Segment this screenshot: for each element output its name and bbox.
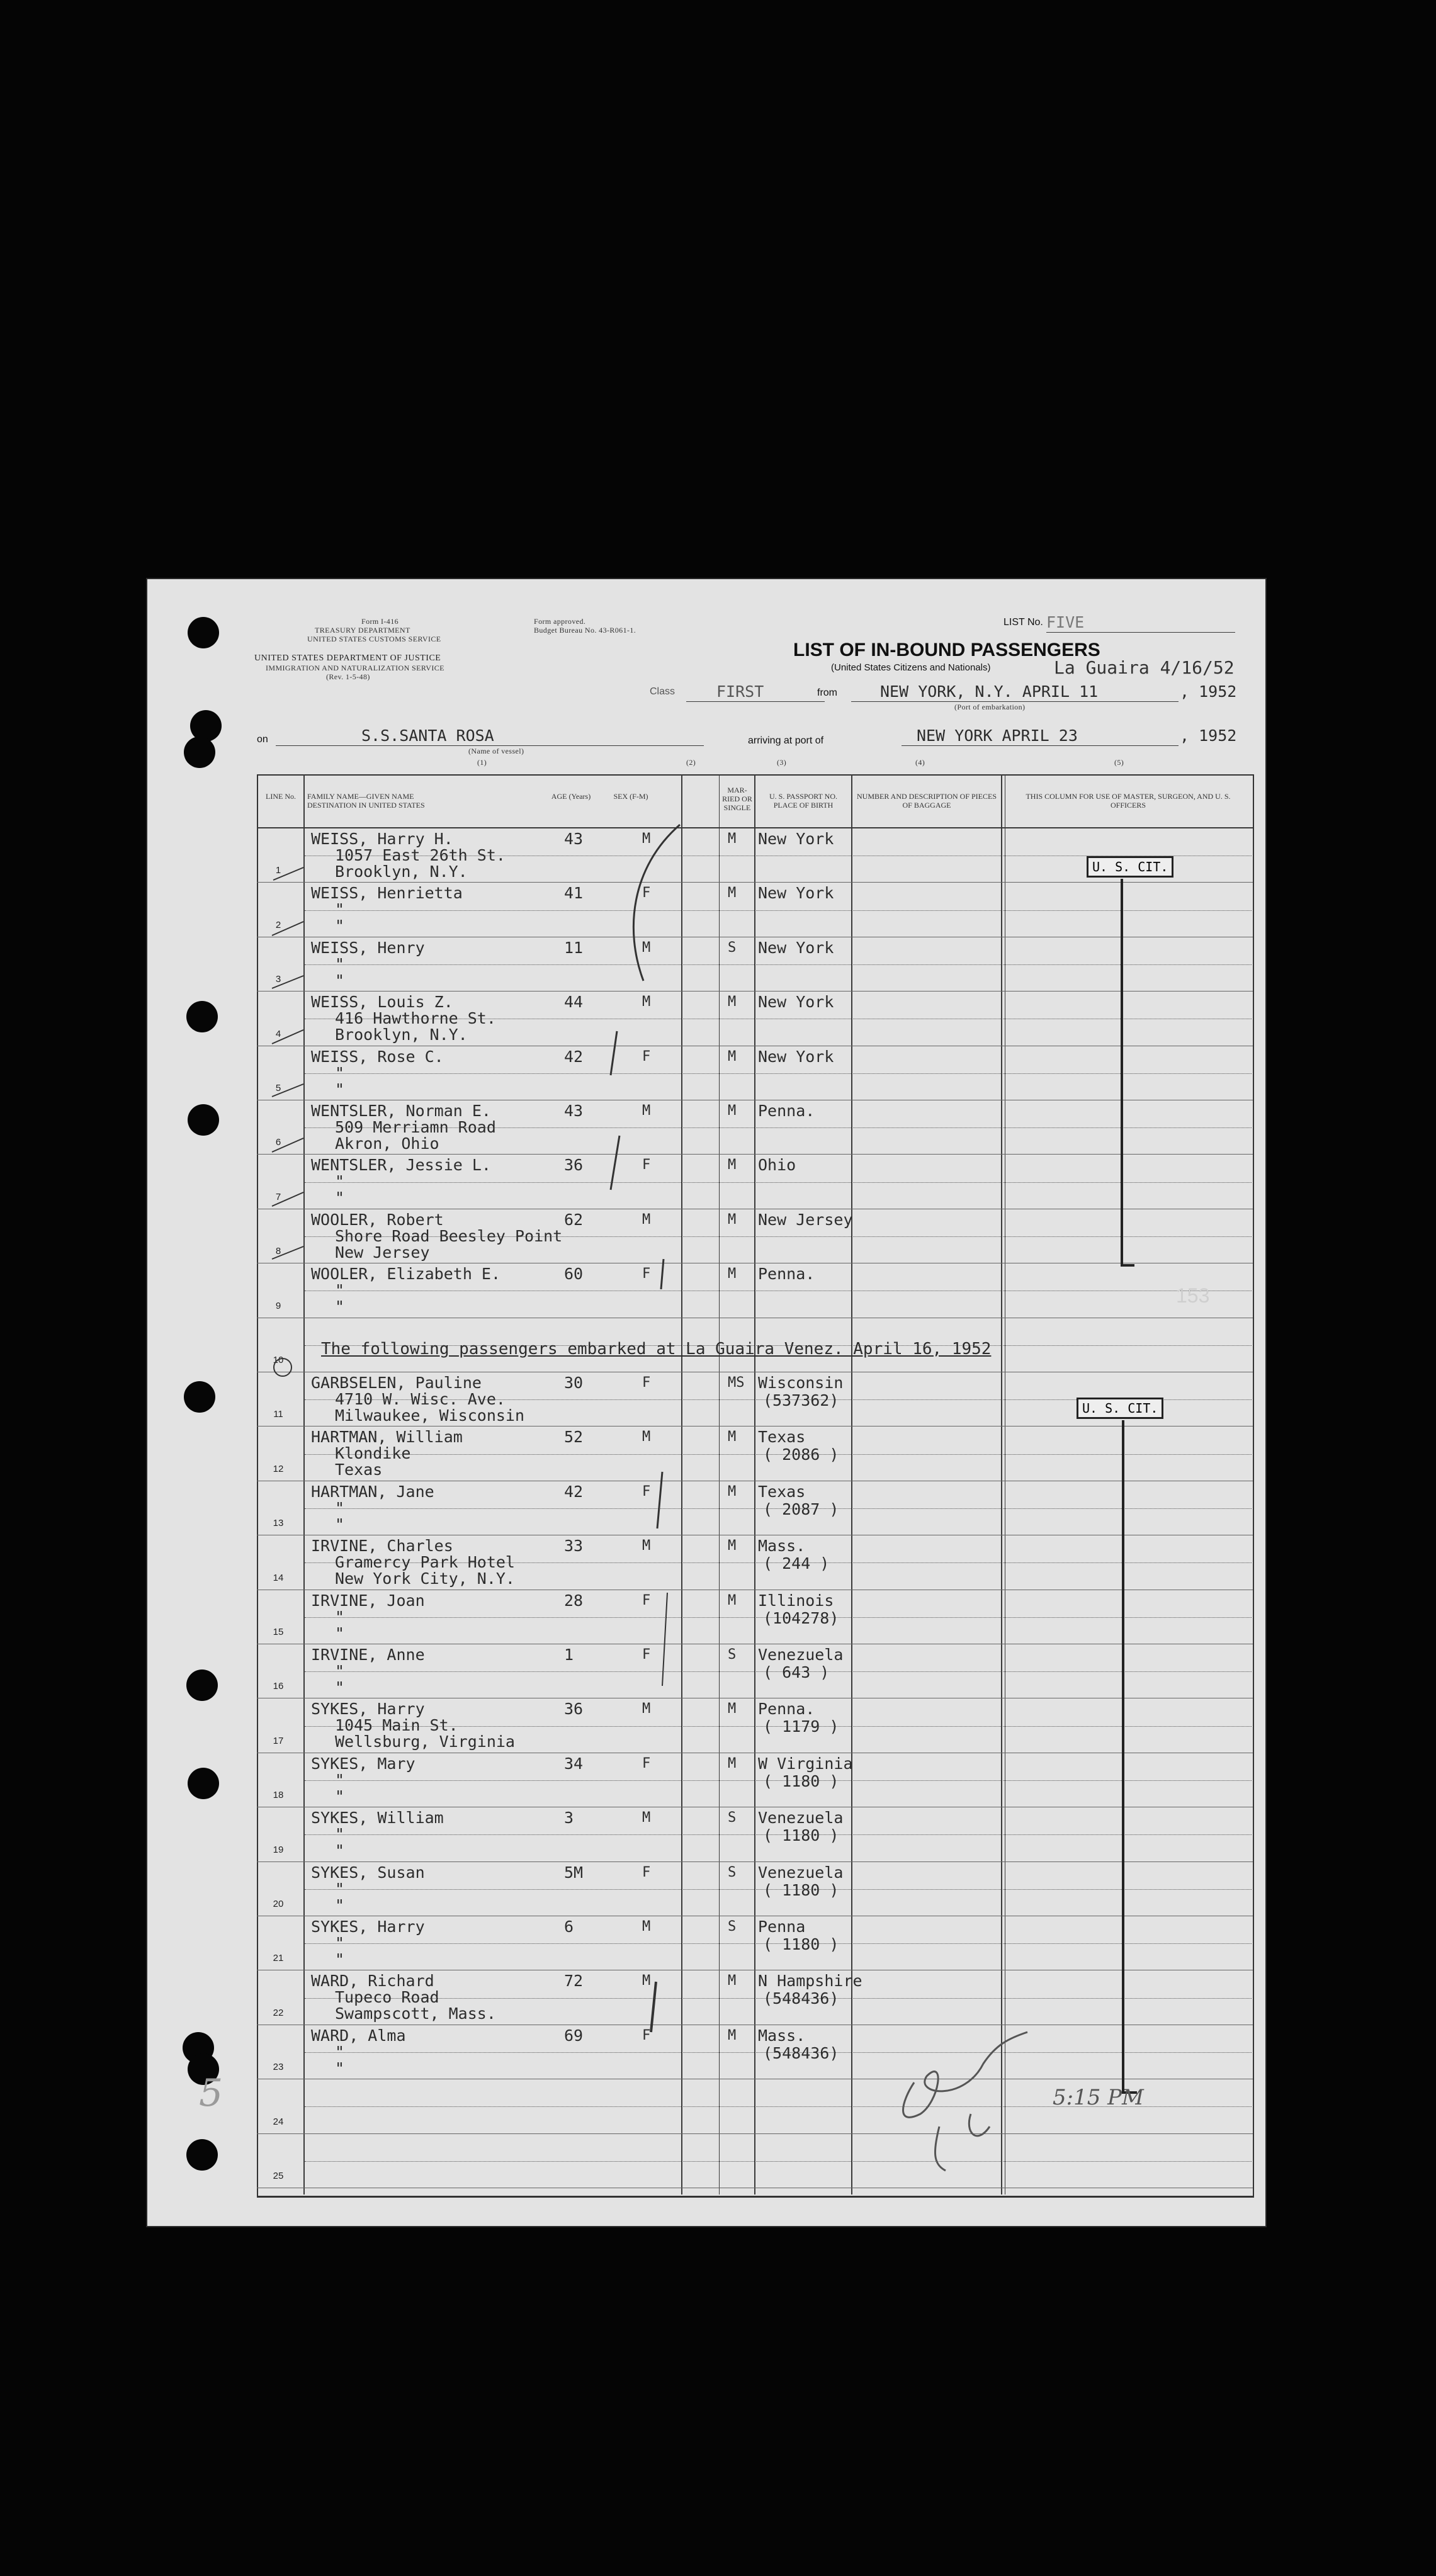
marital-status: M	[728, 1211, 737, 1228]
address-line-1: "	[335, 1498, 345, 1517]
header-passport: U. S. PASSPORT NO. PLACE OF BIRTH	[769, 792, 837, 810]
age: 44	[564, 993, 584, 1012]
col-num-3: (3)	[777, 758, 787, 767]
place-of-birth: W Virginia	[758, 1754, 853, 1773]
age: 28	[564, 1591, 584, 1610]
address-line-2: "	[335, 1787, 345, 1805]
address-line-2: "	[335, 1895, 345, 1914]
row-number: 11	[273, 1409, 283, 1420]
col-num-4: (4)	[915, 758, 925, 767]
customs-service: UNITED STATES CUSTOMS SERVICE	[307, 635, 441, 643]
sex: M	[642, 1919, 651, 1935]
vessel-caption: (Name of vessel)	[468, 747, 524, 755]
address-line-2: New York City, N.Y.	[335, 1569, 515, 1588]
marital-status: M	[728, 1048, 737, 1065]
place-of-birth: Penna.	[758, 1102, 815, 1120]
row-number: 6	[275, 1137, 281, 1148]
age: 6	[564, 1918, 574, 1936]
manifest-sheet	[146, 578, 1267, 2227]
row-number: 4	[275, 1028, 281, 1039]
address-line-1: Shore Road Beesley Point	[335, 1226, 563, 1245]
address-line-1: "	[335, 1063, 345, 1082]
pen-strokes	[146, 578, 1267, 2227]
marital-status: S	[728, 1864, 737, 1880]
passenger-name: SYKES, Mary	[311, 1754, 416, 1773]
age: 1	[564, 1646, 574, 1664]
sex: F	[642, 1375, 651, 1391]
us-citizen-stamp: U. S. CIT.	[1087, 856, 1173, 878]
passenger-name: WOOLER, Robert	[311, 1210, 444, 1229]
passenger-name: WARD, Alma	[311, 2026, 406, 2045]
age: 34	[564, 1754, 584, 1773]
address-line-1: "	[335, 1281, 345, 1300]
handwritten-note: La Guaira 4/16/52	[1054, 657, 1235, 678]
passenger-name: WEISS, Rose C.	[311, 1047, 444, 1066]
passenger-name: IRVINE, Anne	[311, 1646, 425, 1664]
row-number: 8	[275, 1246, 281, 1257]
passenger-name: HARTMAN, William	[311, 1428, 463, 1447]
age: 69	[564, 2026, 584, 2045]
address-line-1: "	[335, 954, 345, 973]
passenger-name: WEISS, Louis Z.	[311, 993, 453, 1012]
sex: M	[642, 1810, 651, 1826]
address-line-2: "	[335, 1189, 345, 1207]
address-line-2: "	[335, 1841, 345, 1860]
row-number: 25	[273, 2170, 284, 2181]
embark-note: The following passengers embarked at La Guaira Venez. April 16, 1952	[321, 1340, 992, 1359]
address-line-2: "	[335, 971, 345, 990]
row-number: 9	[275, 1300, 281, 1311]
age: 43	[564, 1102, 584, 1120]
row-number: 22	[273, 2007, 284, 2018]
place-of-birth: Ohio	[758, 1156, 796, 1175]
address-line-2: Brooklyn, N.Y.	[335, 1025, 468, 1044]
place-of-birth: Venezuela	[758, 1863, 844, 1882]
from-label: from	[817, 687, 837, 698]
marital-status: MS	[728, 1375, 745, 1391]
row-number: 20	[273, 1898, 284, 1909]
row-number: 3	[275, 974, 281, 985]
sex: F	[642, 1266, 651, 1282]
class-value: FIRST	[716, 682, 764, 701]
row-number: 18	[273, 1790, 284, 1801]
marital-status: M	[728, 1701, 737, 1717]
header-baggage: NUMBER AND DESCRIPTION OF PIECES OF BAGGAGE	[856, 792, 997, 810]
sex: M	[642, 1701, 651, 1717]
age: 30	[564, 1374, 584, 1392]
age: 41	[564, 884, 584, 903]
address-line-2: "	[335, 917, 345, 935]
place-of-birth: Penna.	[758, 1700, 815, 1719]
row-number: 21	[273, 1953, 284, 1964]
sex: F	[642, 1157, 651, 1173]
row-number: 19	[273, 1844, 284, 1855]
row-number: 16	[273, 1681, 284, 1692]
address-line-1: 1057 East 26th St.	[335, 846, 506, 864]
marital-status: S	[728, 1919, 737, 1935]
class-label: Class	[650, 686, 676, 697]
sex: F	[642, 1864, 651, 1880]
row-number: 5	[275, 1082, 281, 1093]
address-line-2: New Jersey	[335, 1243, 430, 1262]
address-line-1: "	[335, 1934, 345, 1952]
signature-time: 5:15 PM	[1053, 2085, 1144, 2110]
age: 33	[564, 1537, 584, 1556]
passenger-name: WEISS, Henrietta	[311, 884, 463, 903]
address-line-1: 1045 Main St.	[335, 1716, 458, 1735]
header-officers: THIS COLUMN FOR USE OF MASTER, SURGEON, AND U. S. OFFICERS	[1026, 792, 1231, 810]
place-of-birth: Venezuela	[758, 1646, 844, 1664]
address-line-1: Klondike	[335, 1444, 411, 1463]
sex: M	[642, 1211, 651, 1228]
passenger-name: SYKES, Harry	[311, 1918, 425, 1936]
place-of-birth: Penna	[758, 1918, 806, 1936]
address-line-1: "	[335, 1662, 345, 1680]
from-year: , 1952	[1180, 682, 1237, 701]
sex: F	[642, 1647, 651, 1663]
passport-number: ( 643 )	[763, 1663, 830, 1681]
address-line-1: "	[335, 1770, 345, 1789]
passenger-name: WEISS, Harry H.	[311, 830, 453, 848]
justice-dept: UNITED STATES DEPARTMENT OF JUSTICE	[254, 653, 441, 663]
passenger-name: WARD, Richard	[311, 1972, 434, 1991]
passenger-name: SYKES, Harry	[311, 1700, 425, 1719]
marital-status: M	[728, 885, 737, 901]
sex: F	[642, 1592, 651, 1608]
marital-status: M	[728, 1973, 737, 1989]
header-married: MAR-RIED OR SINGLE	[722, 786, 752, 812]
arriving-value: NEW YORK APRIL 23	[917, 726, 1078, 745]
age: 11	[564, 938, 584, 957]
sex: F	[642, 1755, 651, 1771]
address-line-2: "	[335, 1678, 345, 1697]
address-line-2: Texas	[335, 1460, 383, 1479]
passenger-name: WENTSLER, Norman E.	[311, 1102, 491, 1120]
marital-status: M	[728, 994, 737, 1010]
address-line-2: "	[335, 1080, 345, 1099]
place-of-birth: New York	[758, 1047, 834, 1066]
sex: F	[642, 2027, 651, 2043]
passenger-name: HARTMAN, Jane	[311, 1482, 434, 1501]
row-number: 1	[275, 865, 281, 876]
address-line-1: 4710 W. Wisc. Ave.	[335, 1390, 506, 1408]
row-number: 13	[273, 1518, 284, 1529]
passport-number: (537362)	[763, 1391, 839, 1409]
place-of-birth: New York	[758, 993, 834, 1012]
address-line-2: Akron, Ohio	[335, 1134, 439, 1153]
passport-number: ( 1180 )	[763, 1880, 839, 1899]
header-line-no: LINE No.	[266, 792, 296, 801]
sex: M	[642, 1429, 651, 1445]
header-sex: SEX (F-M)	[613, 792, 648, 801]
age: 42	[564, 1482, 584, 1501]
address-line-1: Gramercy Park Hotel	[335, 1553, 515, 1572]
list-no-label: LIST No.	[1004, 617, 1043, 628]
address-line-1: "	[335, 1825, 345, 1844]
age: 52	[564, 1428, 584, 1447]
passport-number: ( 1180 )	[763, 1935, 839, 1953]
row-number: 14	[273, 1572, 284, 1583]
revision: (Rev. 1-5-48)	[326, 672, 370, 681]
address-line-2: "	[335, 1624, 345, 1642]
address-line-1: "	[335, 1172, 345, 1191]
address-line-1: "	[335, 900, 345, 919]
address-line-1: 416 Hawthorne St.	[335, 1009, 496, 1028]
from-value: NEW YORK, N.Y. APRIL 11	[880, 682, 1099, 701]
place-of-birth: Venezuela	[758, 1809, 844, 1827]
row-number: 2	[275, 919, 281, 930]
address-line-2: Wellsburg, Virginia	[335, 1732, 515, 1751]
place-of-birth: New York	[758, 830, 834, 848]
marital-status: M	[728, 1592, 737, 1608]
form-approved: Form approved.	[534, 617, 586, 626]
row-number: 23	[273, 2062, 284, 2073]
header-name: FAMILY NAME—GIVEN NAME DESTINATION IN UNITED STATES	[307, 792, 425, 810]
age: 42	[564, 1047, 584, 1066]
sex: M	[642, 1973, 651, 1989]
budget-bureau: Budget Bureau No. 43-R061-1.	[534, 626, 636, 635]
passenger-name: SYKES, William	[311, 1809, 444, 1827]
arriving-label: arriving at port of	[748, 735, 824, 746]
address-line-2: Brooklyn, N.Y.	[335, 862, 468, 881]
age: 36	[564, 1700, 584, 1719]
faint-number: 153	[1176, 1284, 1210, 1307]
passport-number: ( 1180 )	[763, 1771, 839, 1790]
row-number: 17	[273, 1735, 284, 1746]
passenger-name: IRVINE, Joan	[311, 1591, 425, 1610]
form-number: Form I-416	[361, 617, 399, 626]
marital-status: M	[728, 1103, 737, 1119]
row-number: 12	[273, 1463, 284, 1474]
treasury-dept: TREASURY DEPARTMENT	[315, 626, 410, 635]
address-line-2: "	[335, 1515, 345, 1534]
marital-status: M	[728, 2027, 737, 2043]
marital-status: S	[728, 939, 737, 956]
marital-status: S	[728, 1810, 737, 1826]
page-subtitle: (United States Citizens and Nationals)	[831, 662, 991, 673]
marital-status: M	[728, 1538, 737, 1554]
col-num-1: (1)	[477, 758, 487, 767]
list-no-value: FIVE	[1046, 613, 1085, 631]
sex: M	[642, 939, 651, 956]
vessel-name: S.S.SANTA ROSA	[361, 726, 494, 745]
age: 3	[564, 1809, 574, 1827]
us-citizen-stamp: U. S. CIT.	[1077, 1398, 1163, 1419]
address-line-1: "	[335, 1879, 345, 1898]
passenger-name: WENTSLER, Jessie L.	[311, 1156, 491, 1175]
place-of-birth: New York	[758, 938, 834, 957]
arriving-year: , 1952	[1180, 726, 1237, 745]
age: 43	[564, 830, 584, 848]
sex: M	[642, 1538, 651, 1554]
page-title: LIST OF IN-BOUND PASSENGERS	[793, 640, 1100, 660]
age: 60	[564, 1265, 584, 1284]
marital-status: M	[728, 1755, 737, 1771]
passenger-name: GARBSELEN, Pauline	[311, 1374, 482, 1392]
row-number: 24	[273, 2116, 284, 2127]
marital-status: M	[728, 1483, 737, 1500]
marital-status: S	[728, 1647, 737, 1663]
marital-status: M	[728, 1157, 737, 1173]
col-num-5: (5)	[1114, 758, 1124, 767]
header-age: AGE (Years)	[551, 792, 591, 801]
address-line-2: Milwaukee, Wisconsin	[335, 1406, 525, 1425]
passport-number: ( 1179 )	[763, 1717, 839, 1736]
place-of-birth: Wisconsin	[758, 1374, 844, 1392]
address-line-1: 509 Merriamn Road	[335, 1118, 496, 1136]
place-of-birth: New York	[758, 884, 834, 903]
passport-number: ( 1180 )	[763, 1826, 839, 1845]
address-line-1: "	[335, 2042, 345, 2061]
passport-number: ( 244 )	[763, 1554, 830, 1573]
address-line-1: "	[335, 1607, 345, 1626]
address-line-2: "	[335, 1297, 345, 1316]
marital-status: M	[728, 831, 737, 847]
sex: F	[642, 1048, 651, 1065]
passenger-name: IRVINE, Charles	[311, 1537, 453, 1556]
place-of-birth: N Hampshire	[758, 1972, 862, 1991]
port-embark-caption: (Port of embarkation)	[954, 703, 1026, 711]
row-number: 7	[275, 1191, 281, 1202]
place-of-birth: Penna.	[758, 1265, 815, 1284]
marital-status: M	[728, 1266, 737, 1282]
row-number: 10	[273, 1354, 284, 1365]
sex: M	[642, 1103, 651, 1119]
passenger-name: SYKES, Susan	[311, 1863, 425, 1882]
age: 36	[564, 1156, 584, 1175]
place-of-birth: Texas	[758, 1428, 806, 1447]
passport-number: (548436)	[763, 2043, 839, 2062]
margin-mark: 5	[199, 2071, 223, 2115]
age: 5M	[564, 1863, 584, 1882]
sex: F	[642, 1483, 651, 1500]
sex: M	[642, 831, 651, 847]
passenger-name: WEISS, Henry	[311, 938, 425, 957]
passport-number: ( 2086 )	[763, 1445, 839, 1464]
col-num-2: (2)	[686, 758, 696, 767]
marital-status: M	[728, 1429, 737, 1445]
passenger-name: WOOLER, Elizabeth E.	[311, 1265, 501, 1284]
address-line-1: Tupeco Road	[335, 1988, 439, 2007]
age: 62	[564, 1210, 584, 1229]
place-of-birth: Mass.	[758, 2026, 806, 2045]
passport-number: (548436)	[763, 1989, 839, 2008]
on-label: on	[257, 734, 268, 745]
address-line-2: "	[335, 2059, 345, 2077]
sex: M	[642, 994, 651, 1010]
address-line-2: Swampscott, Mass.	[335, 2004, 496, 2023]
place-of-birth: Illinois	[758, 1591, 834, 1610]
place-of-birth: Mass.	[758, 1537, 806, 1556]
passport-number: ( 2087 )	[763, 1500, 839, 1518]
row-number: 15	[273, 1626, 284, 1637]
age: 72	[564, 1972, 584, 1991]
place-of-birth: Texas	[758, 1482, 806, 1501]
sex: F	[642, 885, 651, 901]
ins-service: IMMIGRATION AND NATURALIZATION SERVICE	[266, 664, 444, 672]
address-line-2: "	[335, 1950, 345, 1969]
passport-number: (104278)	[763, 1608, 839, 1627]
place-of-birth: New Jersey	[758, 1210, 853, 1229]
